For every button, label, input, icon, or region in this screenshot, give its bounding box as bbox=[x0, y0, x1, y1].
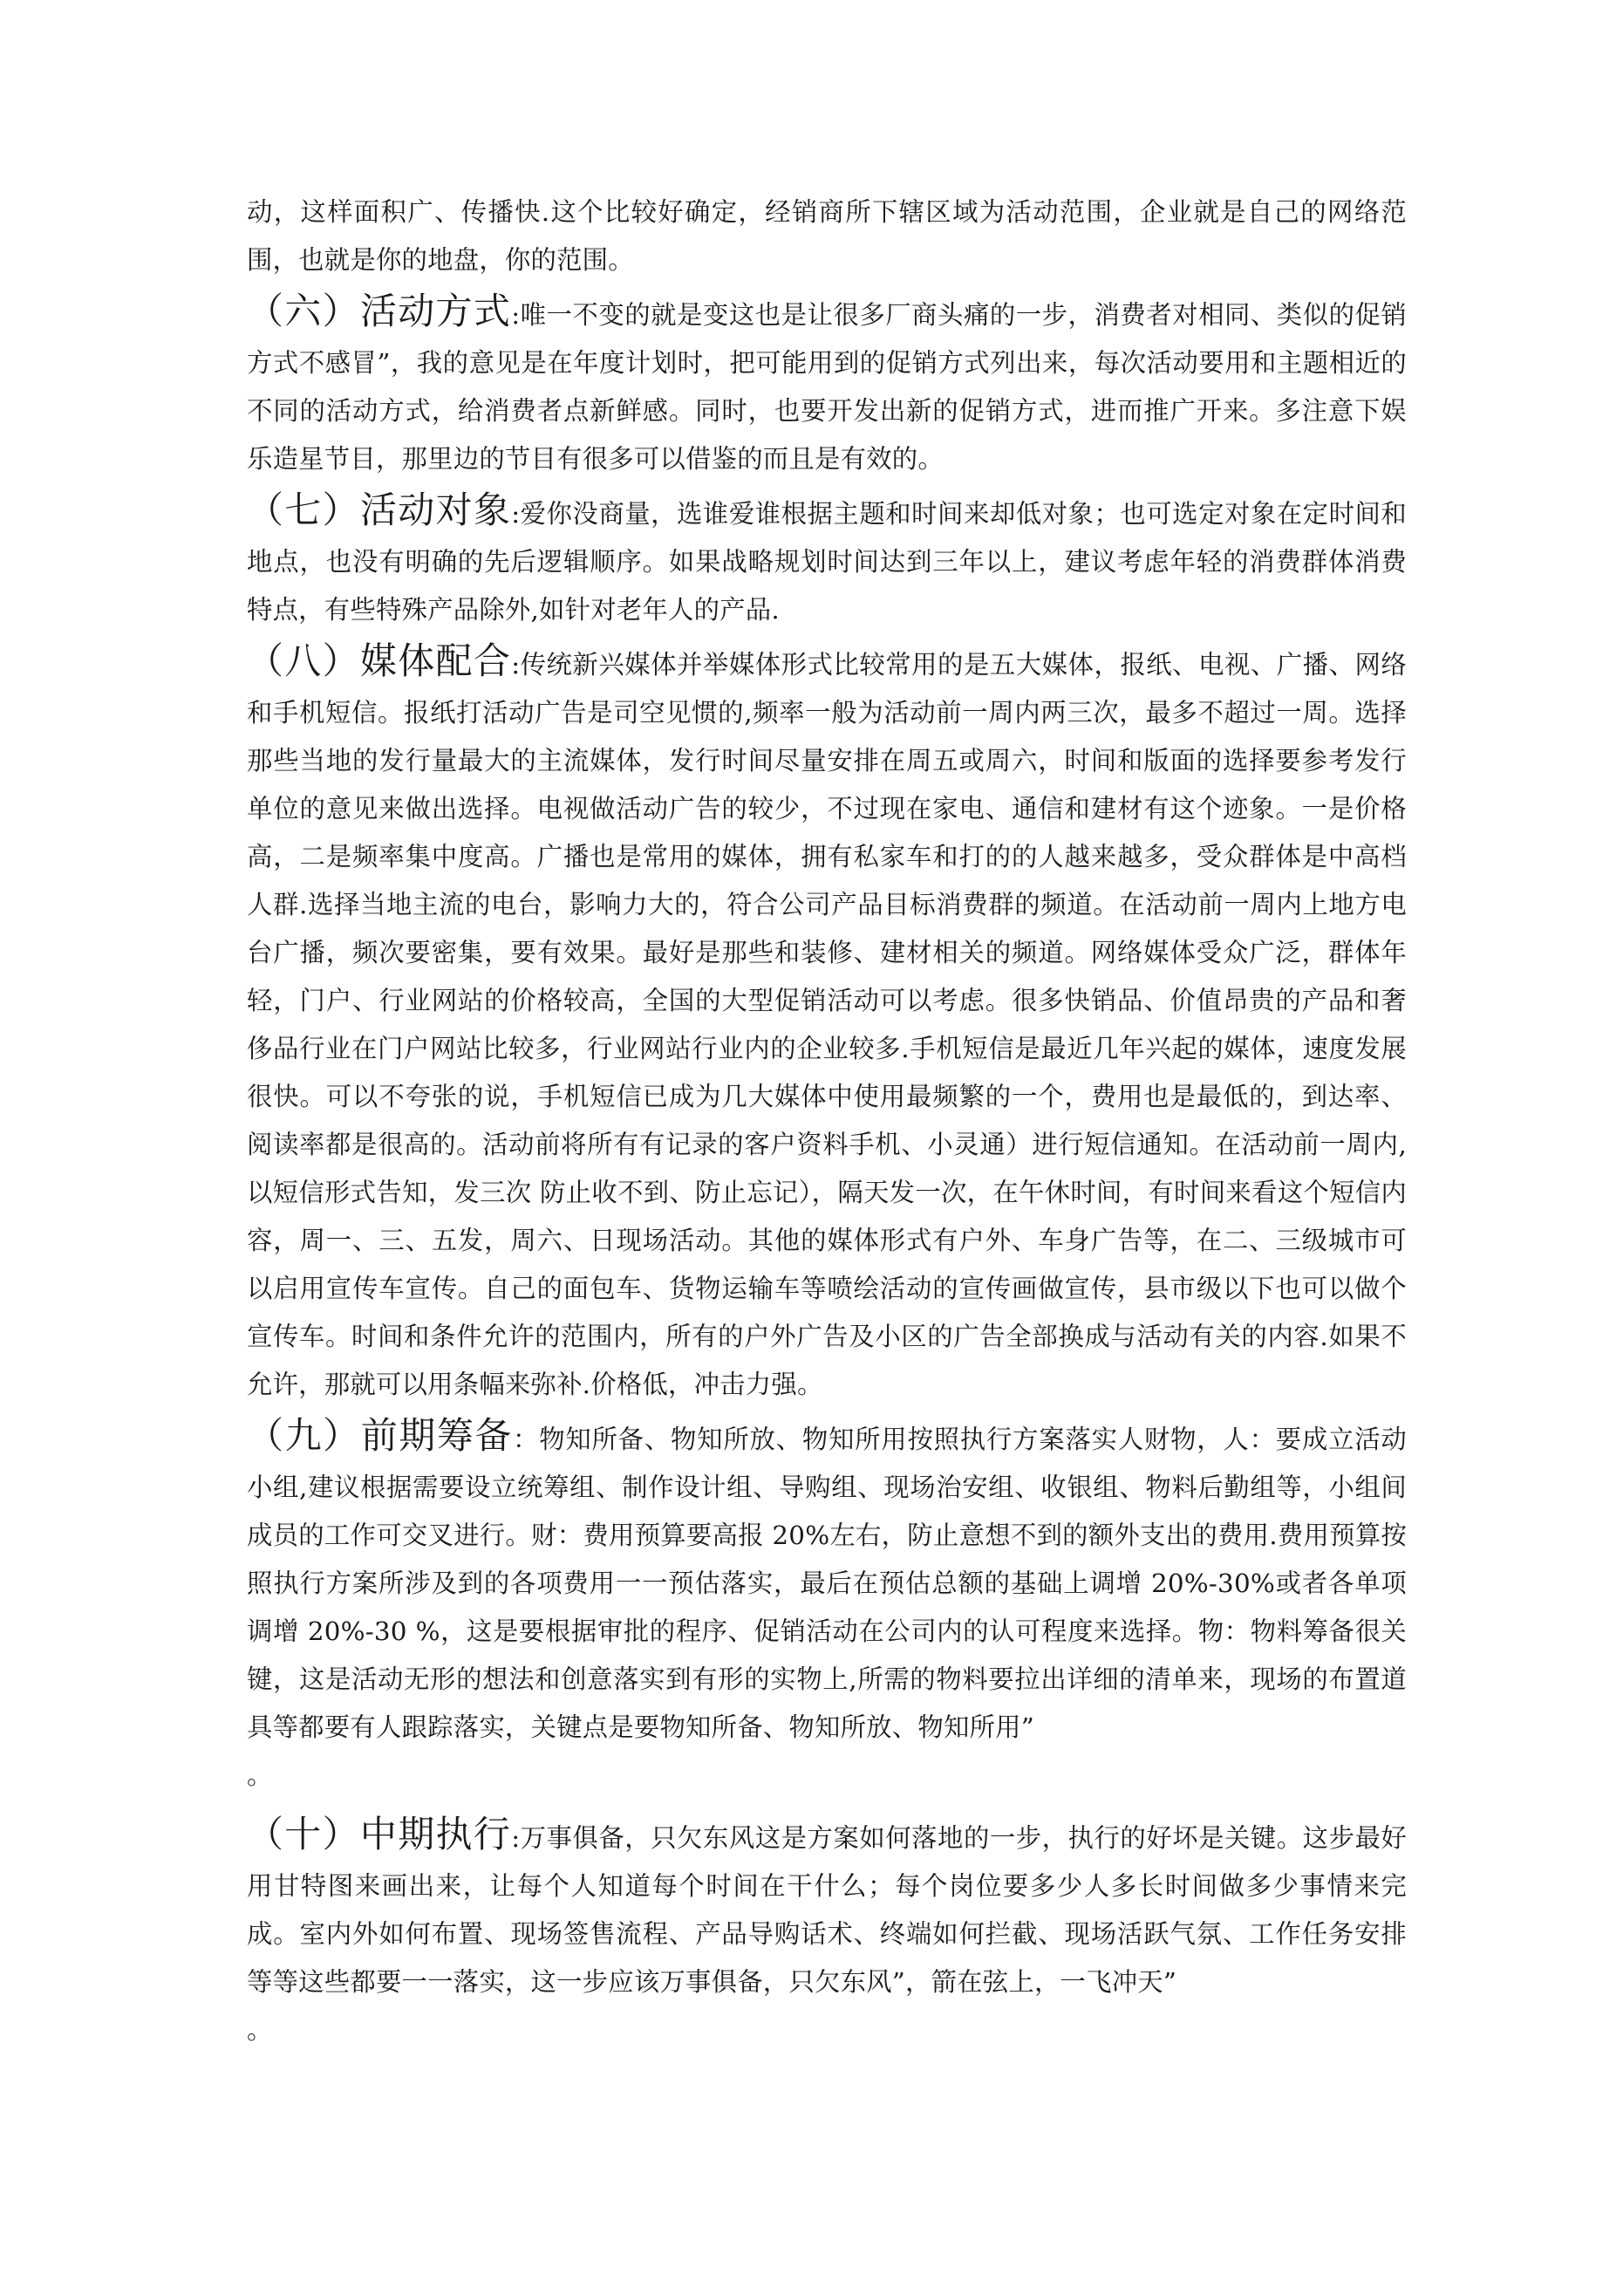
section-9-separator: ： bbox=[513, 1425, 540, 1454]
section-10-paragraph bbox=[247, 1810, 1407, 2006]
document-body bbox=[247, 188, 1407, 2054]
section-9-heading: （九）前期筹备 bbox=[247, 1414, 514, 1457]
intro-paragraph: 动，这样面积广、传播快.这个比较好确定，经销商所下辖区域为活动范围，企业就是自己的网络范围，也就是你的地盘，你的范围。 bbox=[247, 197, 1407, 275]
section-8-separator: : bbox=[511, 650, 521, 680]
section-6-paragraph bbox=[247, 287, 1407, 483]
section-8-paragraph bbox=[247, 637, 1407, 1409]
section-6-separator: : bbox=[511, 300, 521, 330]
section-8-heading: （八）媒体配合 bbox=[247, 639, 512, 682]
section-10-tail: 。 bbox=[247, 2015, 273, 2045]
section-9-body: 物知所备、物知所放、物知所用按照执行方案落实人财物，人：要成立活动小组,建议根据需要设立统筹组、制作设计组、导购组、现场治安组、收银组、物料后勤组等，小组间成员的工作可交叉进行。财：费用预算要高报 20%左右，防止意想不到的额外支出的费用.费用预算按照执行方案所涉及到的各项费用一一预估落实，最后在预估总额的基础上调增 20%-30%或者各单项调增 20%-30 %，这是要根据审批的程序、促销活动在公司内的认可程度来选择。物：物料筹备很关键，这是活动无形的想法和创意落实到有形的实物上,所需的物料要拉出详细的清单来，现场的布置道具等都要有人跟踪落实，关键点是要物知所备、物知所放、物知所用” bbox=[247, 1425, 1407, 1742]
section-7-separator: : bbox=[511, 499, 521, 529]
section-6-body: 唯一不变的就是变这也是让很多厂商头痛的一步，消费者对相同、类似的促销方式不感冒”，我的意见是在年度计划时，把可能用到的促销方式列出来，每次活动要用和主题相近的不同的活动方式，给消费者点新鲜感。同时，也要开发出新的促销方式，进而推广开来。多注意下娱乐造星节目，那里边的节目有很多可以借鉴的而且是有效的。 bbox=[247, 300, 1407, 474]
section-6-heading: （六）活动方式 bbox=[247, 290, 512, 332]
section-7-paragraph bbox=[247, 486, 1407, 634]
section-10-body: 万事俱备，只欠东风这是方案如何落地的一步，执行的好坏是关键。这步最好用甘特图来画出来，让每个人知道每个时间在干什么；每个岗位要多少人多长时间做多少事情来完成。室内外如何布置、现场签售流程、产品导购话术、终端如何拦截、现场活跃气氛、工作任务安排等等这些都要一一落实，这一步应该万事俱备，只欠东风”，箭在弦上，一飞冲天” bbox=[247, 1823, 1407, 1997]
section-9-paragraph bbox=[247, 1411, 1407, 1752]
section-9-tail: 。 bbox=[247, 1760, 273, 1790]
section-7-body: 爱你没商量，选谁爱谁根据主题和时间来却低对象；也可选定对象在定时间和地点，也没有明确的先后逻辑顺序。如果战略规划时间达到三年以上，建议考虑年轻的消费群体消费特点，有些特殊产品除外,如针对老年人的产品. bbox=[247, 499, 1407, 625]
section-10-separator: : bbox=[511, 1823, 521, 1853]
section-10-heading: （十）中期执行 bbox=[247, 1813, 512, 1855]
section-7-heading: （七）活动对象 bbox=[247, 489, 512, 531]
section-8-body: 传统新兴媒体并举媒体形式比较常用的是五大媒体，报纸、电视、广播、网络和手机短信。报纸打活动广告是司空见惯的,频率一般为活动前一周内两三次，最多不超过一周。选择那些当地的发行量最大的主流媒体，发行时间尽量安排在周五或周六，时间和版面的选择要参考发行单位的意见来做出选择。电视做活动广告的较少，不过现在家电、通信和建材有这个迹象。一是价格高，二是频率集中度高。广播也是常用的媒体，拥有私家车和打的的人越来越多，受众群体是中高档人群.选择当地主流的电台，影响力大的，符合公司产品目标消费群的频道。在活动前一周内上地方电台广播，频次要密集，要有效果。最好是那些和装修、建材相关的频道。网络媒体受众广泛，群体年轻，门户、行业网站的价格较高，全国的大型促销活动可以考虑。很多快销品、价值昂贵的产品和奢侈品行业在门户网站比较多，行业网站行业内的企业较多.手机短信是最近几年兴起的媒体，速度发展很快。可以不夸张的说，手机短信已成为几大媒体中使用最频繁的一个，费用也是最低的，到达率、阅读率都是很高的。活动前将所有有记录的客户资料手机、小灵通）进行短信通知。在活动前一周内,以短信形式告知，发三次 防止收不到、防止忘记），隔天发一次，在午休时间，有时间来看这个短信内容，周一、三、五发，周六、日现场活动。其他的媒体形式有户外、车身广告等，在二、三级城市可以启用宣传车宣传。自己的面包车、货物运输车等喷绘活动的宣传画做宣传，县市级以下也可以做个宣传车。时间和条件允许的范围内，所有的户外广告及小区的广告全部换成与活动有关的内容.如果不允许，那就可以用条幅来弥补.价格低，冲击力强。 bbox=[247, 650, 1407, 1399]
